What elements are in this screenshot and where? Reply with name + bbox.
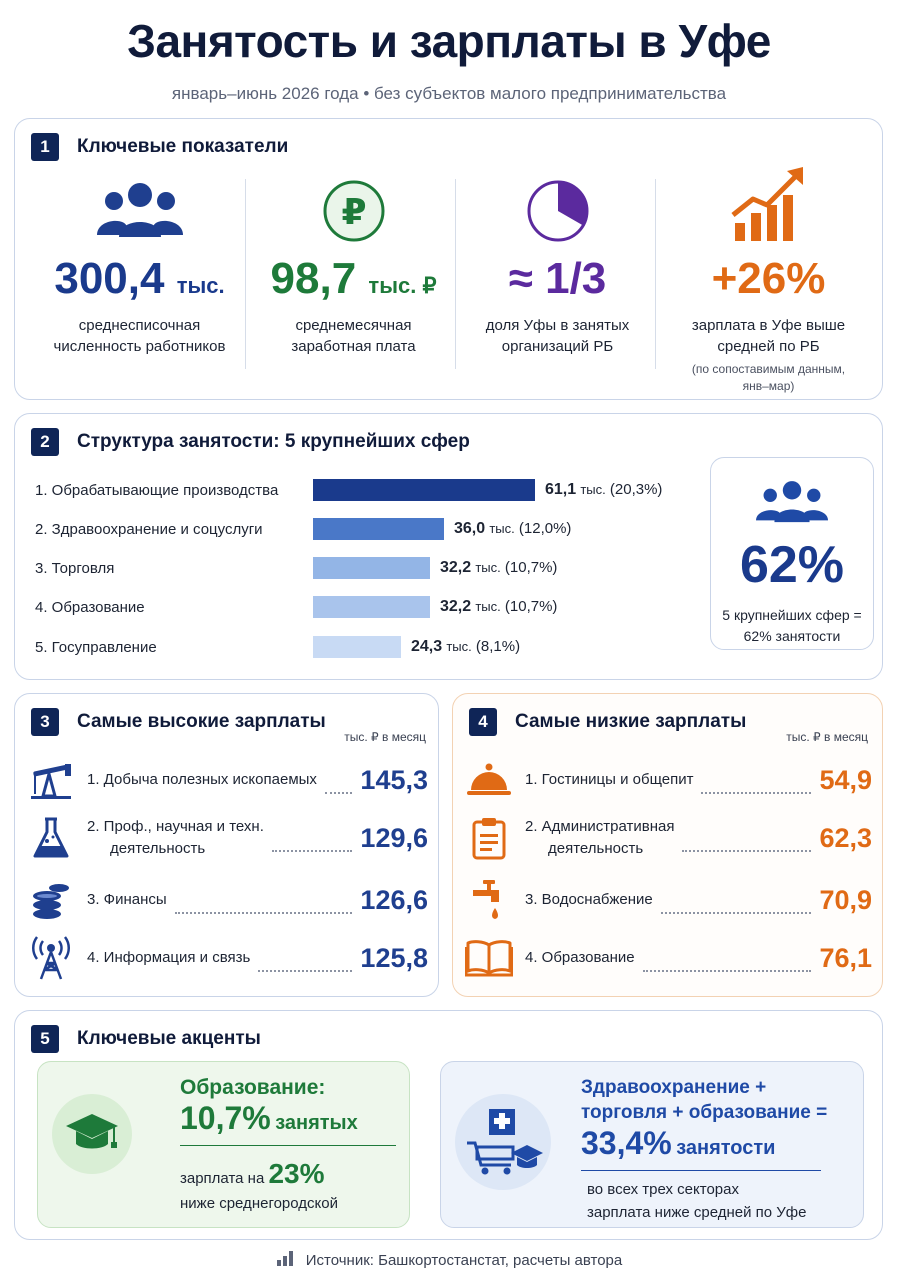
footer (0, 1250, 898, 1271)
coins-icon (27, 876, 75, 924)
salary-label: 4. Информация и связь (87, 948, 251, 966)
salary-value: 54,9 (819, 764, 872, 795)
bar-unit: тыс. (489, 521, 515, 536)
bar-chart-icon (276, 1250, 294, 1271)
bar-unit: тыс. (475, 560, 501, 575)
salary-row (27, 814, 428, 862)
section-number: 5 (31, 1025, 59, 1053)
divider (180, 1145, 396, 1146)
salary-value: 126,6 (360, 884, 428, 915)
bar-label: 4. Образование (35, 598, 145, 616)
bar-unit: тыс. (475, 599, 501, 614)
page-title: Занятость и зарплаты в Уфе (127, 15, 771, 67)
accent-text: зарплата на (180, 1170, 265, 1187)
salary-label: 2. Проф., научная и техн. (87, 817, 264, 835)
bar (313, 596, 430, 618)
accent-text: ниже среднегородской (180, 1195, 338, 1213)
bar-unit: тыс. (446, 639, 472, 654)
salary-row (27, 876, 428, 924)
divider (655, 179, 656, 369)
kpi-value: 300,4 (54, 254, 165, 303)
bar-value: 36,0 (454, 520, 486, 537)
bar-label: 5. Госуправление (35, 638, 157, 656)
dot-leader (661, 904, 812, 914)
bar-value: 24,3 (411, 638, 443, 655)
book-icon (465, 934, 513, 982)
divider (581, 1170, 821, 1171)
salary-label: 1. Добыча полезных ископаемых (87, 770, 317, 788)
section-key-accents (14, 1010, 883, 1240)
kpi-unit: тыс. (176, 273, 225, 298)
ruble-icon (251, 179, 456, 243)
bar-row (35, 556, 695, 580)
bar (313, 636, 401, 658)
top5-share-text: 62% занятости (743, 628, 841, 644)
pie-icon (455, 179, 660, 243)
salary-label: 3. Водоснабжение (525, 890, 653, 908)
bar-row (35, 595, 695, 619)
section-key-indicators (14, 118, 883, 400)
salary-label: 3. Финансы (87, 890, 167, 908)
kpi-share (455, 179, 660, 357)
top5-share-value: 62% (739, 536, 845, 594)
kpi-unit: тыс. ₽ (368, 273, 437, 298)
people-icon (37, 179, 242, 243)
accent-text: во всех трех секторах (587, 1181, 739, 1199)
accent-combined (440, 1061, 864, 1228)
accent-education (37, 1061, 410, 1228)
bar-share: (20,3%) (609, 481, 663, 498)
accent-big-suffix: занятости (676, 1137, 776, 1160)
bar-label: 2. Здравоохранение и соцуслуги (35, 520, 263, 538)
bar-share: (10,7%) (504, 559, 558, 576)
kpi-desc: организаций РБ (501, 338, 614, 355)
kpi-desc: заработная плата (291, 338, 416, 355)
bar-label: 3. Торговля (35, 559, 115, 577)
kpi-value: ≈ 1/3 (508, 254, 607, 303)
unit-note: тыс. ₽ в месяц (786, 730, 868, 744)
bar-value: 61,1 (545, 481, 577, 498)
clipboard-icon (465, 814, 513, 862)
dot-leader (682, 842, 811, 852)
section-highest-salaries (14, 693, 439, 997)
section-title: Ключевые показатели (77, 136, 289, 157)
dot-leader (701, 784, 811, 794)
water-tap-icon (465, 876, 513, 924)
bar (313, 518, 444, 540)
section-title: Самые низкие зарплаты (515, 711, 747, 732)
oil-pump-icon (27, 756, 75, 804)
salary-label: 2. Административная (525, 817, 675, 835)
bar-row (35, 478, 695, 502)
growth-chart-icon (661, 165, 876, 243)
bar-share: (12,0%) (518, 520, 572, 537)
bar (313, 557, 430, 579)
antenna-icon (27, 934, 75, 982)
accent-big-value: 33,4% (581, 1125, 672, 1162)
salary-value: 145,3 (360, 764, 428, 795)
salary-value: 62,3 (819, 822, 872, 853)
salary-label: деятельность (548, 840, 644, 857)
bar-unit: тыс. (580, 482, 606, 497)
salary-row (27, 934, 428, 982)
salary-row (465, 814, 872, 862)
accent-heading: торговля + образование = (581, 1101, 828, 1123)
section-number: 2 (31, 428, 59, 456)
salary-row (465, 934, 872, 982)
accent-big-suffix: занятых (275, 1112, 358, 1134)
salary-row (27, 756, 428, 804)
salary-value: 76,1 (819, 942, 872, 973)
bar (313, 479, 535, 501)
bar-value-label (411, 638, 520, 656)
kpi-note: (по сопоставимым данным, (691, 362, 846, 376)
section-number: 4 (469, 708, 497, 736)
salary-label: деятельность (110, 840, 206, 857)
bar-row (35, 635, 695, 659)
unit-note: тыс. ₽ в месяц (344, 730, 426, 744)
bar-label: 1. Обрабатывающие производства (35, 481, 279, 499)
kpi-note: янв–мар) (742, 378, 795, 393)
kpi-premium (661, 165, 876, 395)
bar-row (35, 517, 695, 541)
section-title: Ключевые акценты (77, 1028, 261, 1049)
bar-value-label (440, 559, 557, 577)
accent-heading: Здравоохранение + (581, 1077, 767, 1098)
section-number: 1 (31, 133, 59, 161)
kpi-value: 98,7 (270, 254, 357, 303)
kpi-desc: зарплата в Уфе выше (691, 317, 846, 334)
cloche-icon (465, 756, 513, 804)
accent-heading: Образование: (180, 1076, 326, 1099)
accent-text: зарплата ниже средней по Уфе (587, 1203, 807, 1221)
salary-label: 4. Образование (525, 948, 635, 966)
kpi-value: +26% (711, 254, 826, 303)
kpi-desc: средней по РБ (717, 338, 820, 355)
section-title: Самые высокие зарплаты (77, 711, 326, 732)
dot-leader (272, 842, 353, 852)
flask-icon (27, 814, 75, 862)
section-lowest-salaries (452, 693, 883, 997)
bar-value-label (454, 520, 571, 538)
kpi-desc: среднесписочная (78, 317, 201, 334)
section-number: 3 (31, 708, 59, 736)
people-icon (711, 480, 873, 529)
salary-value: 125,8 (360, 942, 428, 973)
dot-leader (258, 962, 352, 972)
salary-label: 1. Гостиницы и общепит (525, 770, 694, 788)
dot-leader (643, 962, 812, 972)
divider (245, 179, 246, 369)
bar-value-label (440, 598, 557, 616)
salary-row (465, 876, 872, 924)
bar-share: (8,1%) (475, 638, 521, 655)
bar-value-label (545, 481, 662, 499)
bar-value: 32,2 (440, 598, 472, 615)
salary-value: 129,6 (360, 822, 428, 853)
salary-value: 70,9 (819, 884, 872, 915)
section-employment-structure (14, 413, 883, 680)
section-title: Структура занятости: 5 крупнейших сфер (77, 431, 470, 452)
bar-share: (10,7%) (504, 598, 558, 615)
salary-row (465, 756, 872, 804)
kpi-desc: доля Уфы в занятых (485, 317, 630, 334)
dot-leader (325, 784, 353, 794)
accent-big-value: 10,7% (180, 1100, 271, 1136)
kpi-desc: численность работников (53, 338, 226, 355)
top5-share-box (710, 457, 874, 650)
graduation-cap-icon (52, 1094, 132, 1174)
bar-value: 32,2 (440, 559, 472, 576)
accent-pct: 23% (268, 1158, 325, 1189)
kpi-employees (37, 179, 242, 357)
kpi-salary (251, 179, 456, 357)
healthcare-trade-icon (455, 1094, 551, 1190)
kpi-desc: среднемесячная (295, 317, 412, 334)
page-subtitle: январь–июнь 2026 года • без субъектов малого предпринимательства (171, 84, 727, 103)
svg-text:₽: ₽ (340, 192, 367, 233)
dot-leader (175, 904, 353, 914)
source-text: Источник: Башкортостанстат, расчеты автора (305, 1252, 623, 1269)
top5-share-text: 5 крупнейших сфер = (722, 607, 862, 623)
